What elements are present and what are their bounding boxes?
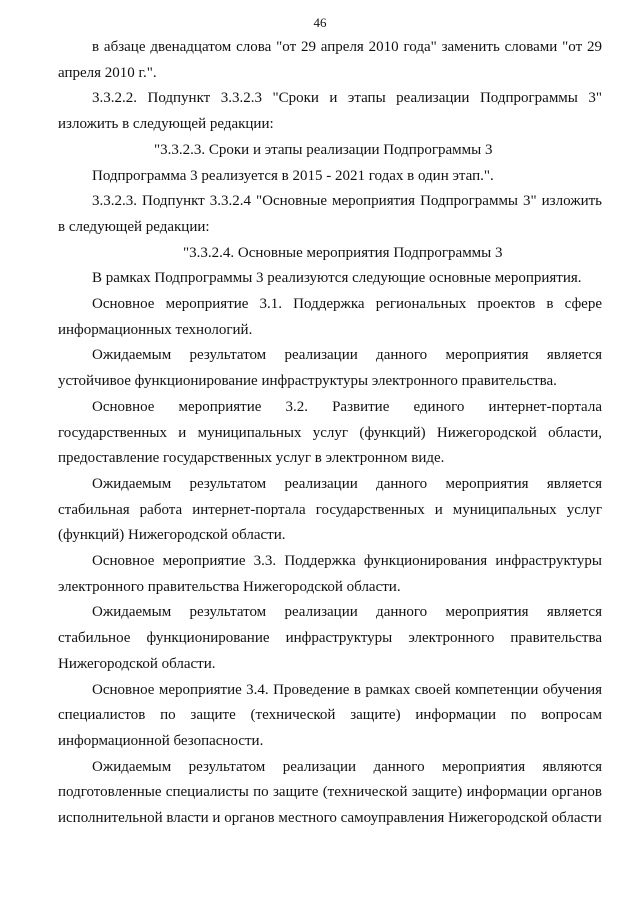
paragraph: Ожидаемым результатом реализации данного мероприятия являются подготовленные специалисты по защите (технической защите) информации органов исполнительной власти и органов местного самоуправления Нижегородской области: [58, 758, 602, 827]
page-number: 46: [313, 15, 327, 30]
paragraph: Ожидаемым результатом реализации данного мероприятия является стабильная работа интернет-портала государственных и муниципальных услуг (функций) Нижегородской области.: [58, 475, 602, 544]
paragraph: В рамках Подпрограммы 3 реализуются следующие основные мероприятия.: [92, 270, 582, 287]
section-heading: "3.3.2.4. Основные мероприятия Подпрограммы 3: [183, 244, 503, 261]
section-heading: "3.3.2.3. Сроки и этапы реализации Подпрограммы 3: [154, 141, 493, 158]
paragraph: в абзаце двенадцатом слова "от 29 апреля 2010 года" заменить словами "от 29 апреля 2010 г.".: [58, 39, 602, 81]
paragraph: Ожидаемым результатом реализации данного мероприятия является устойчивое функционирование инфраструктуры электронного правительства.: [58, 347, 602, 390]
paragraph: Подпрограмма 3 реализуется в 2015 - 2021 годах в один этап.".: [92, 167, 494, 184]
paragraph: 3.3.2.3. Подпункт 3.3.2.4 "Основные мероприятия Подпрограммы 3" изложить в следующей редакции:: [58, 193, 602, 235]
paragraph: Основное мероприятие 3.2. Развитие единого интернет-портала государственных и муниципальных услуг (функций) Нижегородской области, предоставление государственных услуг в электронном виде.: [58, 398, 602, 467]
paragraph: Основное мероприятие 3.1. Поддержка региональных проектов в сфере информационных технологий.: [58, 296, 602, 338]
paragraph: 3.3.2.2. Подпункт 3.3.2.3 "Сроки и этапы реализации Подпрограммы 3" изложить в следующей редакции:: [58, 90, 602, 133]
paragraph: Основное мероприятие 3.3. Поддержка функционирования инфраструктуры электронного правительства Нижегородской области.: [58, 553, 602, 595]
document-body: [58, 35, 602, 832]
paragraph: Ожидаемым результатом реализации данного мероприятия является стабильное функционирование инфраструктуры электронного правительства Нижегородской области.: [58, 604, 602, 672]
paragraph: Основное мероприятие 3.4. Проведение в рамках своей компетенции обучения специалистов по защите (технической защите) информации по вопросам информационной безопасности.: [58, 681, 602, 749]
